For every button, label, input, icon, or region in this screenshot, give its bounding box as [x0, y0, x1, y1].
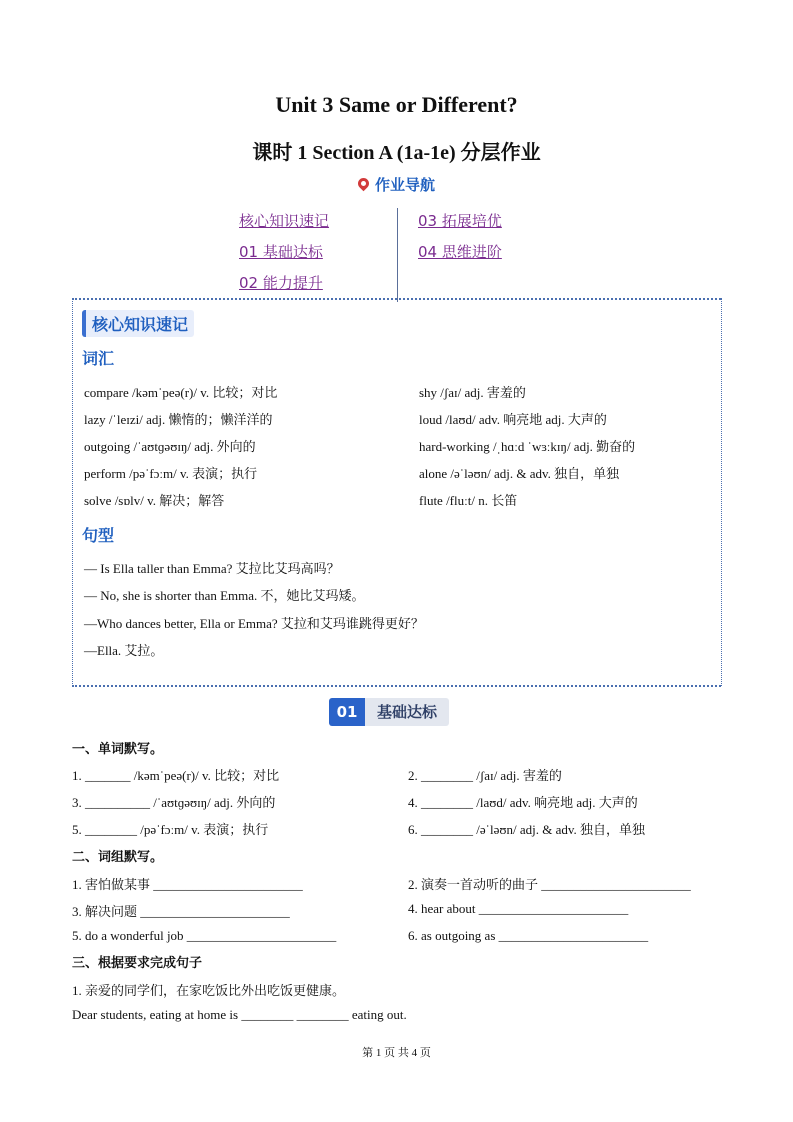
vocab-item: hard-working /ˌhɑːd ˈwɜːkɪŋ/ adj. 勤奋的: [419, 439, 636, 454]
exercise-line: 3. 解决问题 _______________________: [72, 904, 290, 919]
exercise-line: 2. 演奏一首动听的曲子 _______________________: [408, 877, 691, 892]
exercise-line: 4. hear about _______________________: [408, 901, 629, 916]
exercise-line: 3. __________ /ˈaʊtɡəʊɪŋ/ adj. 外向的: [72, 795, 276, 810]
exercise-line: Dear students, eating at home is ________ ________ eating out.: [72, 1007, 407, 1022]
page-title: Unit 3 Same or Different?: [275, 92, 518, 117]
page-footer: 第 1 页 共 4 页: [362, 1047, 431, 1059]
vocab-item: perform /pəˈfɔːm/ v. 表演；执行: [84, 466, 258, 481]
nav-link-02[interactable]: 02 能力提升: [239, 274, 323, 292]
box-bottom-border: [72, 685, 721, 687]
nav-heading: [0, 174, 793, 195]
vocab-item: outgoing /ˈaʊtɡəʊɪŋ/ adj. 外向的: [84, 439, 256, 454]
core-heading: 核心知识速记: [82, 310, 194, 337]
pattern-heading: 句型: [82, 526, 115, 545]
pattern-line: —Who dances better, Ella or Emma? 艾拉和艾玛谁跳得更好？: [84, 616, 424, 631]
exercise-line: 4. ________ /laʊd/ adv. 响亮地 adj. 大声的: [408, 795, 638, 810]
pattern-line: — Is Ella taller than Emma? 艾拉比艾玛高吗？: [84, 561, 340, 576]
pattern-line: —Ella. 艾拉。: [84, 643, 164, 658]
section-badge: [329, 698, 449, 726]
section-number: 01: [329, 698, 365, 726]
part2-title: 二、词组默写。: [72, 850, 164, 865]
box-top-border: [72, 298, 721, 300]
pattern-line: — No, she is shorter than Emma. 不，她比艾玛矮。: [84, 588, 365, 603]
exercise-line: 5. ________ /pəˈfɔːm/ v. 表演；执行: [72, 822, 269, 837]
vocab-item: solve /sɒlv/ v. 解决；解答: [84, 493, 225, 508]
vocab-item: flute /fluːt/ n. 长笛: [419, 493, 518, 508]
vocab-item: shy /ʃaɪ/ adj. 害羞的: [419, 385, 526, 400]
exercise-line: 6. as outgoing as _______________________: [408, 928, 649, 943]
part3-title: 三、根据要求完成句子: [72, 956, 203, 971]
exercise-line: 1. _______ /kəmˈpeə(r)/ v. 比较；对比: [72, 768, 280, 783]
lesson-subtitle: 课时 1 Section A (1a-1e) 分层作业: [252, 142, 541, 164]
exercise-line: 1. 害怕做某事 _______________________: [72, 877, 303, 892]
vocab-heading: 词汇: [82, 349, 115, 368]
nav-link-03[interactable]: 03 拓展培优: [418, 212, 502, 230]
nav-heading-text: 作业导航: [374, 176, 435, 194]
nav-divider: [397, 208, 398, 302]
exercise-line: 5. do a wonderful job _______________________: [72, 928, 337, 943]
nav-link-01[interactable]: 01 基础达标: [239, 243, 323, 261]
nav-link-core[interactable]: 核心知识速记: [239, 212, 330, 230]
part1-title: 一、单词默写。: [72, 742, 164, 757]
nav-link-04[interactable]: 04 思维进阶: [418, 243, 502, 261]
vocab-item: loud /laʊd/ adv. 响亮地 adj. 大声的: [419, 412, 607, 427]
location-pin-icon: [356, 176, 372, 192]
exercise-line: 6. ________ /əˈləʊn/ adj. & adv. 独自，单独: [408, 822, 646, 837]
vocab-item: lazy /ˈleɪzi/ adj. 懒惰的；懒洋洋的: [84, 412, 273, 427]
section-label: 基础达标: [365, 698, 449, 726]
vocab-item: compare /kəmˈpeə(r)/ v. 比较；对比: [84, 385, 278, 400]
vocab-item: alone /əˈləʊn/ adj. & adv. 独自，单独: [419, 466, 620, 481]
exercise-line: 1. 亲爱的同学们，在家吃饭比外出吃饭更健康。: [72, 983, 346, 998]
exercise-line: 2. ________ /ʃaɪ/ adj. 害羞的: [408, 768, 562, 783]
